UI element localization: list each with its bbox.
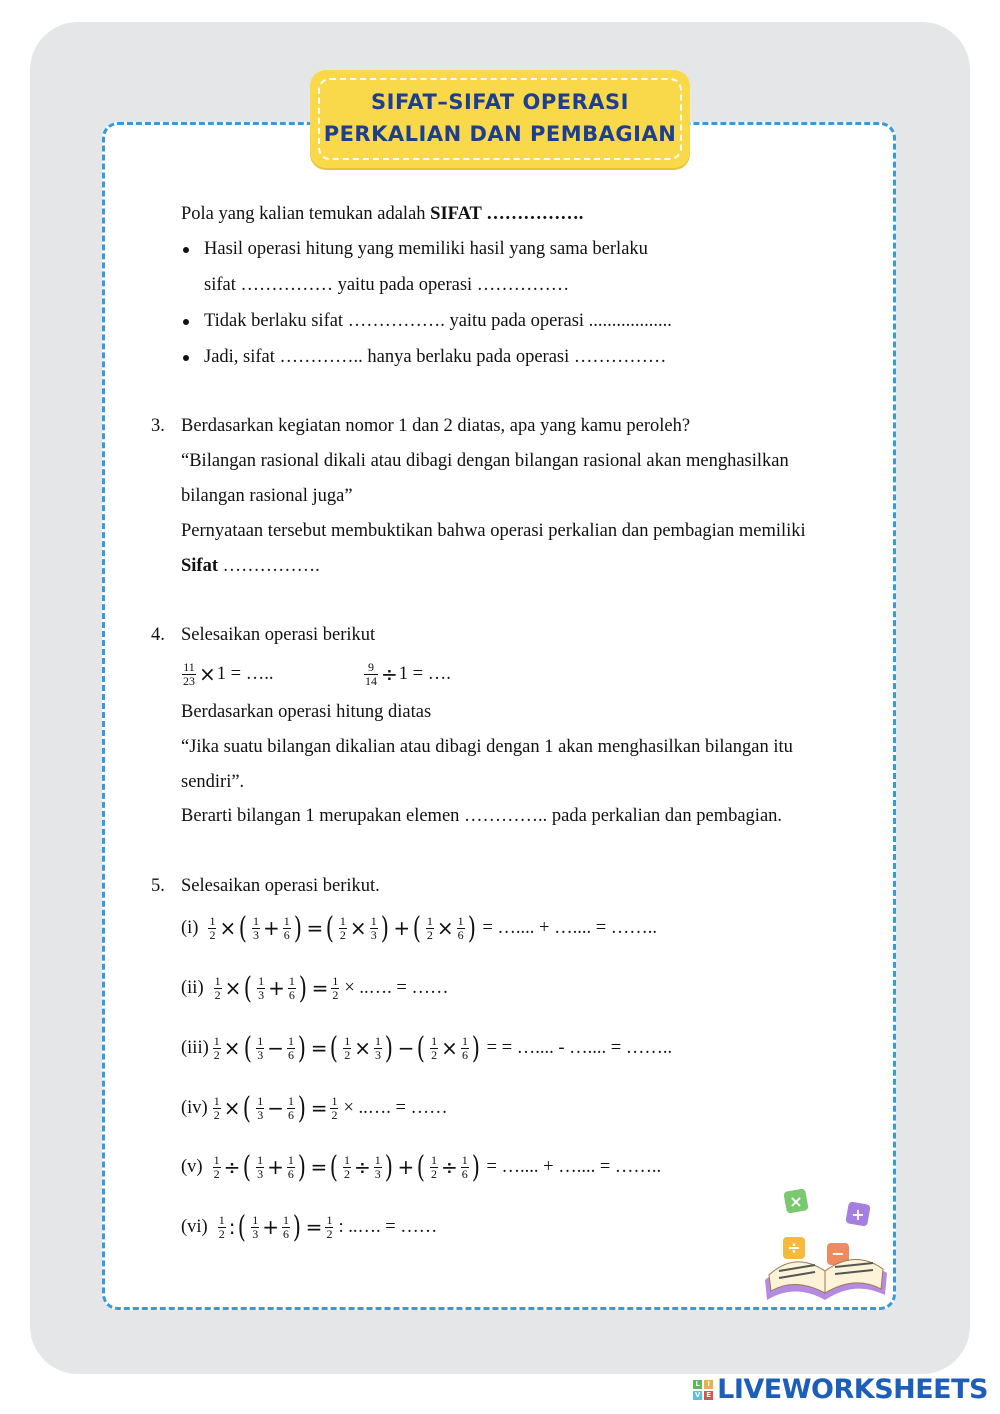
svg-text:÷: ÷: [787, 1238, 801, 1257]
q4-quote-line2: sendiri”.: [181, 772, 245, 792]
fraction: $\frac{9}{14}$: [365, 659, 377, 688]
operator: ÷: [381, 662, 398, 686]
item-label: (ii): [181, 977, 204, 998]
bullet1-line2: sifat …………… yaitu pada operasi ……………: [204, 275, 570, 295]
svg-text:−: −: [831, 1244, 845, 1263]
equation-rhs: 1 = …..: [216, 663, 274, 684]
q5-number: 5.: [151, 876, 165, 896]
q5-item-iv: (iv) $\frac{1}{2}$ × ( $\frac{1}{3}$ − $\frac{1}{6}$ ) = $\frac{1}{2}$ × ..…. = ……: [181, 1090, 448, 1126]
bullet-dot: [183, 247, 189, 253]
item-label: (iv): [181, 1097, 208, 1118]
open-book-illustration: [755, 1185, 895, 1310]
liveworksheets-logo: [693, 1374, 988, 1405]
q3-statement: Pernyataan tersebut membuktikan bahwa operasi perkalian dan pembagian memiliki: [181, 521, 806, 541]
q5-item-iii: (iii) $\frac{1}{2}$ × ( $\frac{1}{3}$ − $\frac{1}{6}$ ) = ( $\frac{1}{2}$ × $\frac{1}{3}$ ) − ( $\frac{1}{2}$ × $\frac{1}{6}$ ) = = ….... - ….... = ……..: [181, 1030, 673, 1066]
pattern-intro-bold: SIFAT …………….: [430, 204, 584, 224]
q5-item-v: (v) $\frac{1}{2}$ ÷ ( $\frac{1}{3}$ + $\frac{1}{6}$ ) = ( $\frac{1}{2}$ ÷ $\frac{1}{3}$ ) + ( $\frac{1}{2}$ ÷ $\frac{1}{6}$ ) = ….... + ….... = ……..: [181, 1149, 662, 1185]
item-tail: × ..…. = ……: [343, 1097, 448, 1118]
q4-conclusion: Berarti bilangan 1 merupakan elemen ………….. pada perkalian dan pembagian.: [181, 806, 783, 826]
item-label: (v): [181, 1156, 203, 1177]
q3-number: 3.: [151, 416, 165, 436]
equation-rhs: 1 = ….: [398, 663, 451, 684]
q3-quote-line2: bilangan rasional juga”: [181, 486, 353, 506]
item-tail: : ..…. = ……: [338, 1216, 438, 1237]
q3-answer-blank: …………….: [218, 556, 320, 576]
title-line-1: SIFAT–SIFAT OPERASI: [371, 90, 629, 114]
q4-equation-1: [180, 652, 274, 696]
title-banner: [310, 70, 690, 168]
q4-based: Berdasarkan operasi hitung diatas: [181, 702, 432, 722]
svg-text:×: ×: [789, 1192, 803, 1211]
item-tail: = = ….... - ….... = ……..: [486, 1037, 673, 1058]
q4-number: 4.: [151, 625, 165, 645]
bullet3: Jadi, sifat ………….. hanya berlaku pada operasi ……………: [204, 347, 667, 367]
q4-quote-line1: “Jika suatu bilangan dikalian atau dibagi dengan 1 akan menghasilkan bilangan itu: [181, 737, 793, 757]
svg-text:+: +: [851, 1205, 865, 1224]
item-tail: = ….... + ….... = ……..: [486, 1156, 662, 1177]
item-label: (i): [181, 917, 199, 938]
pattern-intro: [181, 203, 583, 225]
bullet-dot: [183, 355, 189, 361]
logo-mark-icon: L I V E: [693, 1380, 713, 1400]
title-line-2: PERKALIAN DAN PEMBAGIAN: [323, 122, 677, 146]
q4-equation-2: [362, 652, 452, 696]
bullet2: Tidak berlaku sifat ……………. yaitu pada operasi ..................: [204, 311, 672, 331]
item-label: (iii): [181, 1037, 209, 1058]
q5-question: Selesaikan operasi berikut.: [181, 876, 380, 896]
brand-name: LIVEWORKSHEETS: [717, 1374, 988, 1405]
q5-item-i: (i) $\frac{1}{2}$ × ( $\frac{1}{3}$ + $\frac{1}{6}$ ) = ( $\frac{1}{2}$ × $\frac{1}{3}$ ) + ( $\frac{1}{2}$ × $\frac{1}{6}$ ) = ….... + ….... = ……..: [181, 910, 658, 946]
q5-item-ii: (ii) $\frac{1}{2}$ × ( $\frac{1}{3}$ + $\frac{1}{6}$ ) = $\frac{1}{2}$ × ..…. = ……: [181, 970, 449, 1006]
bullet-dot: [183, 319, 189, 325]
item-label: (vi): [181, 1216, 208, 1237]
q5-item-vi: (vi) $\frac{1}{2}$ : ( $\frac{1}{3}$ + $\frac{1}{6}$ ) = $\frac{1}{2}$ : ..…. = ……: [181, 1209, 438, 1245]
q3-answer: [181, 555, 320, 577]
q4-question: Selesaikan operasi berikut: [181, 625, 376, 645]
fraction: $\frac{11}{23}$: [183, 659, 195, 688]
bullet1-line1: Hasil operasi hitung yang memiliki hasil yang sama berlaku: [204, 239, 648, 259]
q3-question: Berdasarkan kegiatan nomor 1 dan 2 diatas, apa yang kamu peroleh?: [181, 416, 691, 436]
q3-quote-line1: “Bilangan rasional dikali atau dibagi dengan bilangan rasional akan menghasilkan: [181, 451, 789, 471]
pattern-intro-text: Pola yang kalian temukan adalah: [181, 204, 431, 224]
item-tail: = ….... + ….... = ……..: [482, 917, 658, 938]
q3-answer-bold: Sifat: [181, 556, 218, 576]
item-tail: × ..…. = ……: [344, 977, 449, 998]
operator: ×: [199, 662, 216, 686]
